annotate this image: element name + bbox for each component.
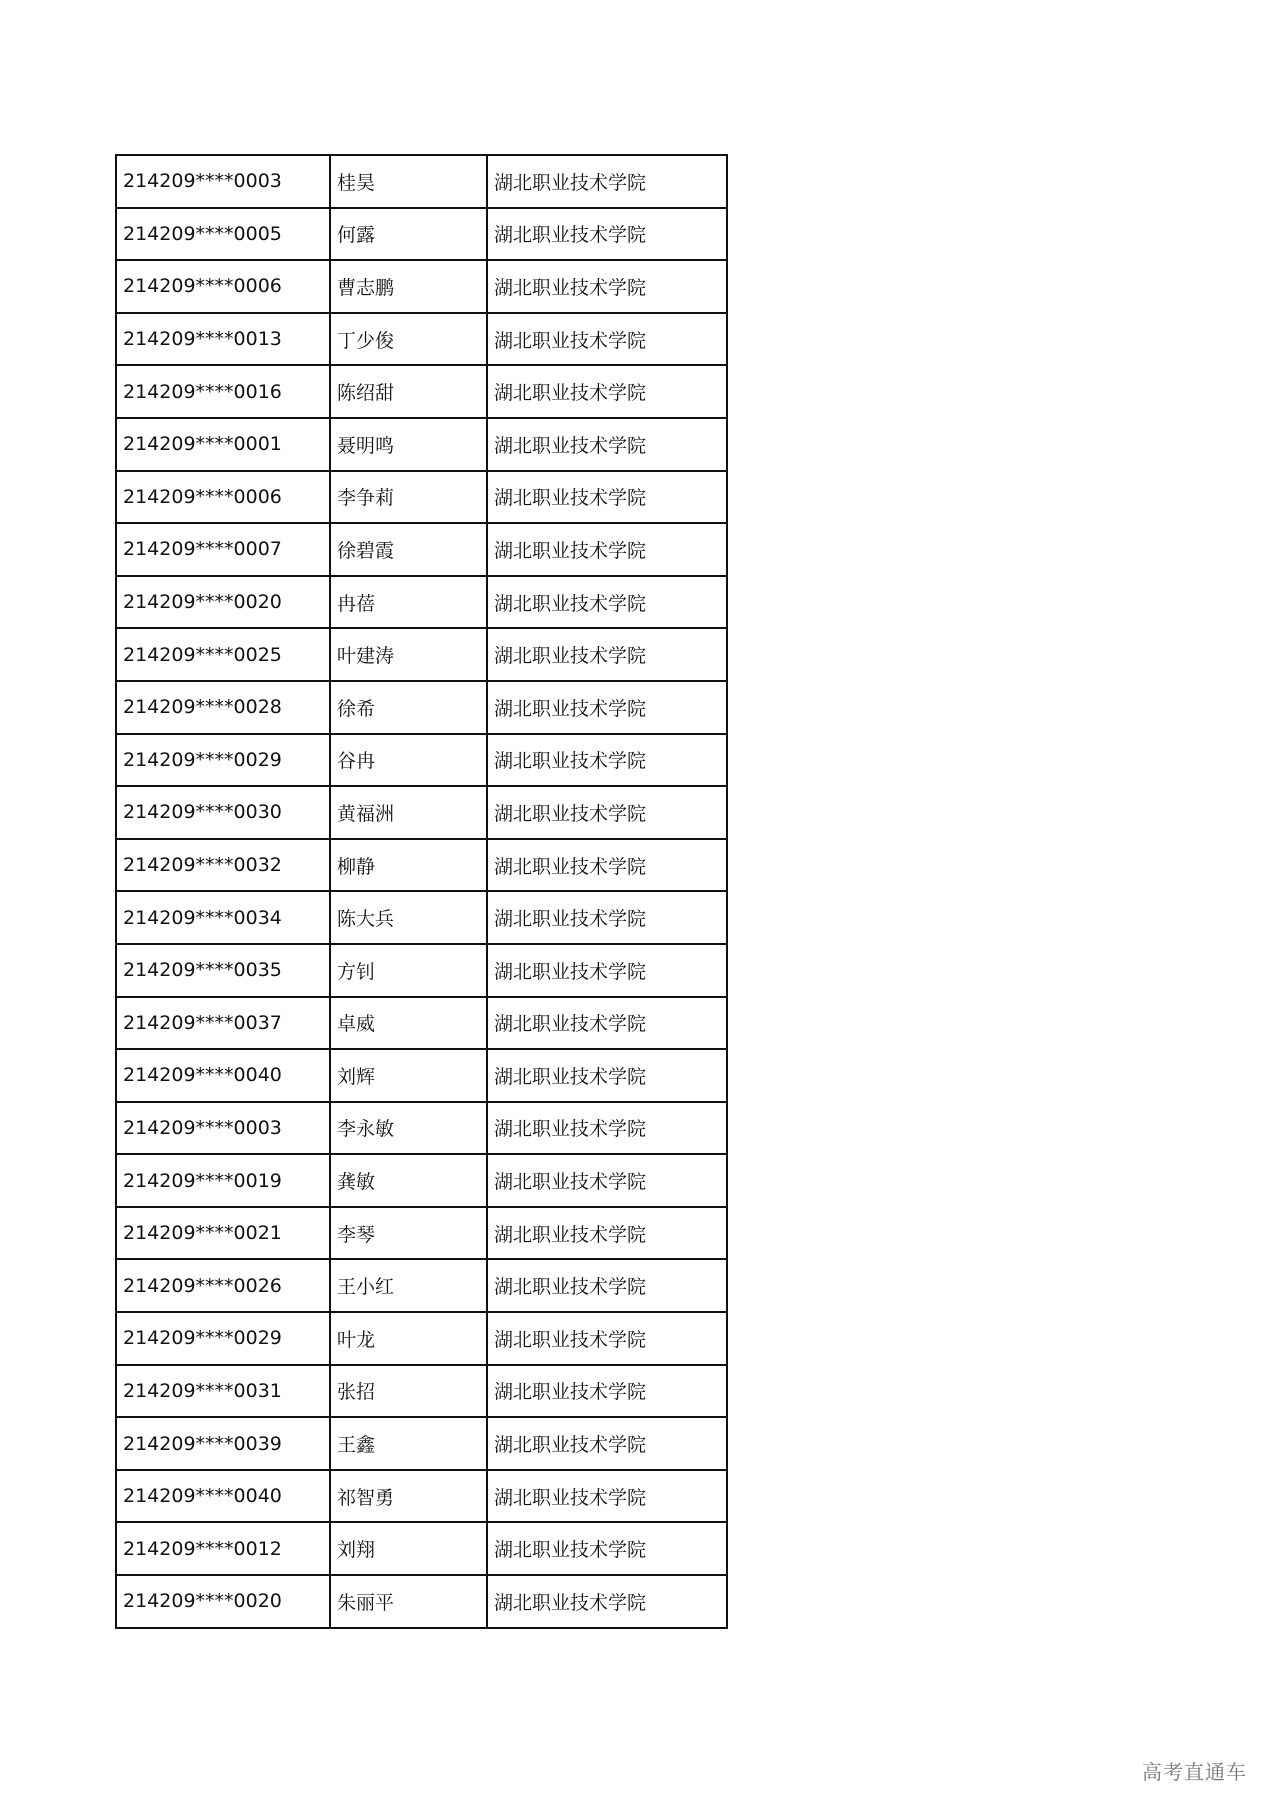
exam-id-cell: 214209****0026 [116,1259,330,1312]
table-row [116,313,727,366]
student-name-cell: 李永敏 [330,1102,487,1155]
student-name-cell: 张招 [330,1365,487,1418]
exam-id-cell: 214209****0020 [116,576,330,629]
table-row [116,1575,727,1628]
school-cell: 湖北职业技术学院 [487,260,727,313]
table-row [116,1049,727,1102]
exam-id-cell: 214209****0019 [116,1154,330,1207]
table-row [116,1365,727,1418]
student-name-cell: 叶建涛 [330,628,487,681]
exam-id-cell: 214209****0005 [116,208,330,261]
table-row [116,260,727,313]
school-cell: 湖北职业技术学院 [487,1259,727,1312]
student-name-cell: 朱丽平 [330,1575,487,1628]
table-row [116,1470,727,1523]
student-name-cell: 谷冉 [330,734,487,787]
school-cell: 湖北职业技术学院 [487,1522,727,1575]
school-cell: 湖北职业技术学院 [487,628,727,681]
student-name-cell: 桂昊 [330,155,487,208]
school-cell: 湖北职业技术学院 [487,365,727,418]
exam-id-cell: 214209****0003 [116,1102,330,1155]
table-row [116,891,727,944]
school-cell: 湖北职业技术学院 [487,1417,727,1470]
exam-id-cell: 214209****0016 [116,365,330,418]
school-cell: 湖北职业技术学院 [487,1575,727,1628]
table-row [116,208,727,261]
exam-id-cell: 214209****0013 [116,313,330,366]
student-name-cell: 徐希 [330,681,487,734]
watermark: 高考直通车 [1142,1760,1247,1784]
exam-id-cell: 214209****0031 [116,1365,330,1418]
exam-id-cell: 214209****0012 [116,1522,330,1575]
exam-id-cell: 214209****0037 [116,997,330,1050]
school-cell: 湖北职业技术学院 [487,471,727,524]
table-row [116,1312,727,1365]
exam-id-cell: 214209****0020 [116,1575,330,1628]
school-cell: 湖北职业技术学院 [487,1365,727,1418]
student-name-cell: 卓威 [330,997,487,1050]
table-row [116,1417,727,1470]
table-row [116,523,727,576]
table-row [116,576,727,629]
table-row [116,839,727,892]
school-cell: 湖北职业技术学院 [487,576,727,629]
school-cell: 湖北职业技术学院 [487,891,727,944]
school-cell: 湖北职业技术学院 [487,786,727,839]
student-name-cell: 陈大兵 [330,891,487,944]
table-row [116,628,727,681]
school-cell: 湖北职业技术学院 [487,208,727,261]
student-name-cell: 李琴 [330,1207,487,1260]
exam-id-cell: 214209****0021 [116,1207,330,1260]
table-row [116,786,727,839]
school-cell: 湖北职业技术学院 [487,523,727,576]
school-cell: 湖北职业技术学院 [487,155,727,208]
exam-id-cell: 214209****0029 [116,1312,330,1365]
school-cell: 湖北职业技术学院 [487,839,727,892]
table-row [116,734,727,787]
student-name-cell: 叶龙 [330,1312,487,1365]
student-name-cell: 王鑫 [330,1417,487,1470]
exam-id-cell: 214209****0032 [116,839,330,892]
exam-id-cell: 214209****0040 [116,1470,330,1523]
table-body [116,155,727,1628]
student-name-cell: 李争莉 [330,471,487,524]
exam-id-cell: 214209****0006 [116,260,330,313]
school-cell: 湖北职业技术学院 [487,1312,727,1365]
exam-id-cell: 214209****0007 [116,523,330,576]
exam-id-cell: 214209****0035 [116,944,330,997]
student-name-cell: 王小红 [330,1259,487,1312]
exam-id-cell: 214209****0030 [116,786,330,839]
student-name-cell: 方钊 [330,944,487,997]
table-row [116,418,727,471]
student-name-cell: 冉蓓 [330,576,487,629]
table-row [116,1207,727,1260]
school-cell: 湖北职业技术学院 [487,418,727,471]
school-cell: 湖北职业技术学院 [487,1154,727,1207]
student-name-cell: 黄福洲 [330,786,487,839]
school-cell: 湖北职业技术学院 [487,1207,727,1260]
student-name-cell: 刘翔 [330,1522,487,1575]
student-name-cell: 丁少俊 [330,313,487,366]
student-name-cell: 陈绍甜 [330,365,487,418]
student-name-cell: 聂明鸣 [330,418,487,471]
table-row [116,1522,727,1575]
table-row [116,681,727,734]
table-row [116,1102,727,1155]
exam-id-cell: 214209****0025 [116,628,330,681]
school-cell: 湖北职业技术学院 [487,1049,727,1102]
student-name-cell: 曹志鹏 [330,260,487,313]
school-cell: 湖北职业技术学院 [487,1470,727,1523]
school-cell: 湖北职业技术学院 [487,1102,727,1155]
exam-id-cell: 214209****0001 [116,418,330,471]
table-row [116,997,727,1050]
table-row [116,1154,727,1207]
school-cell: 湖北职业技术学院 [487,997,727,1050]
student-name-cell: 何露 [330,208,487,261]
school-cell: 湖北职业技术学院 [487,313,727,366]
school-cell: 湖北职业技术学院 [487,681,727,734]
exam-id-cell: 214209****0039 [116,1417,330,1470]
exam-id-cell: 214209****0003 [116,155,330,208]
exam-id-cell: 214209****0040 [116,1049,330,1102]
exam-id-cell: 214209****0029 [116,734,330,787]
admission-list-table [115,154,728,1629]
exam-id-cell: 214209****0006 [116,471,330,524]
student-name-cell: 徐碧霞 [330,523,487,576]
table-row [116,1259,727,1312]
exam-id-cell: 214209****0028 [116,681,330,734]
table-row [116,155,727,208]
table-row [116,471,727,524]
table-row [116,944,727,997]
student-name-cell: 柳静 [330,839,487,892]
student-name-cell: 龚敏 [330,1154,487,1207]
student-name-cell: 刘辉 [330,1049,487,1102]
exam-id-cell: 214209****0034 [116,891,330,944]
school-cell: 湖北职业技术学院 [487,734,727,787]
student-name-cell: 祁智勇 [330,1470,487,1523]
school-cell: 湖北职业技术学院 [487,944,727,997]
table-row [116,365,727,418]
